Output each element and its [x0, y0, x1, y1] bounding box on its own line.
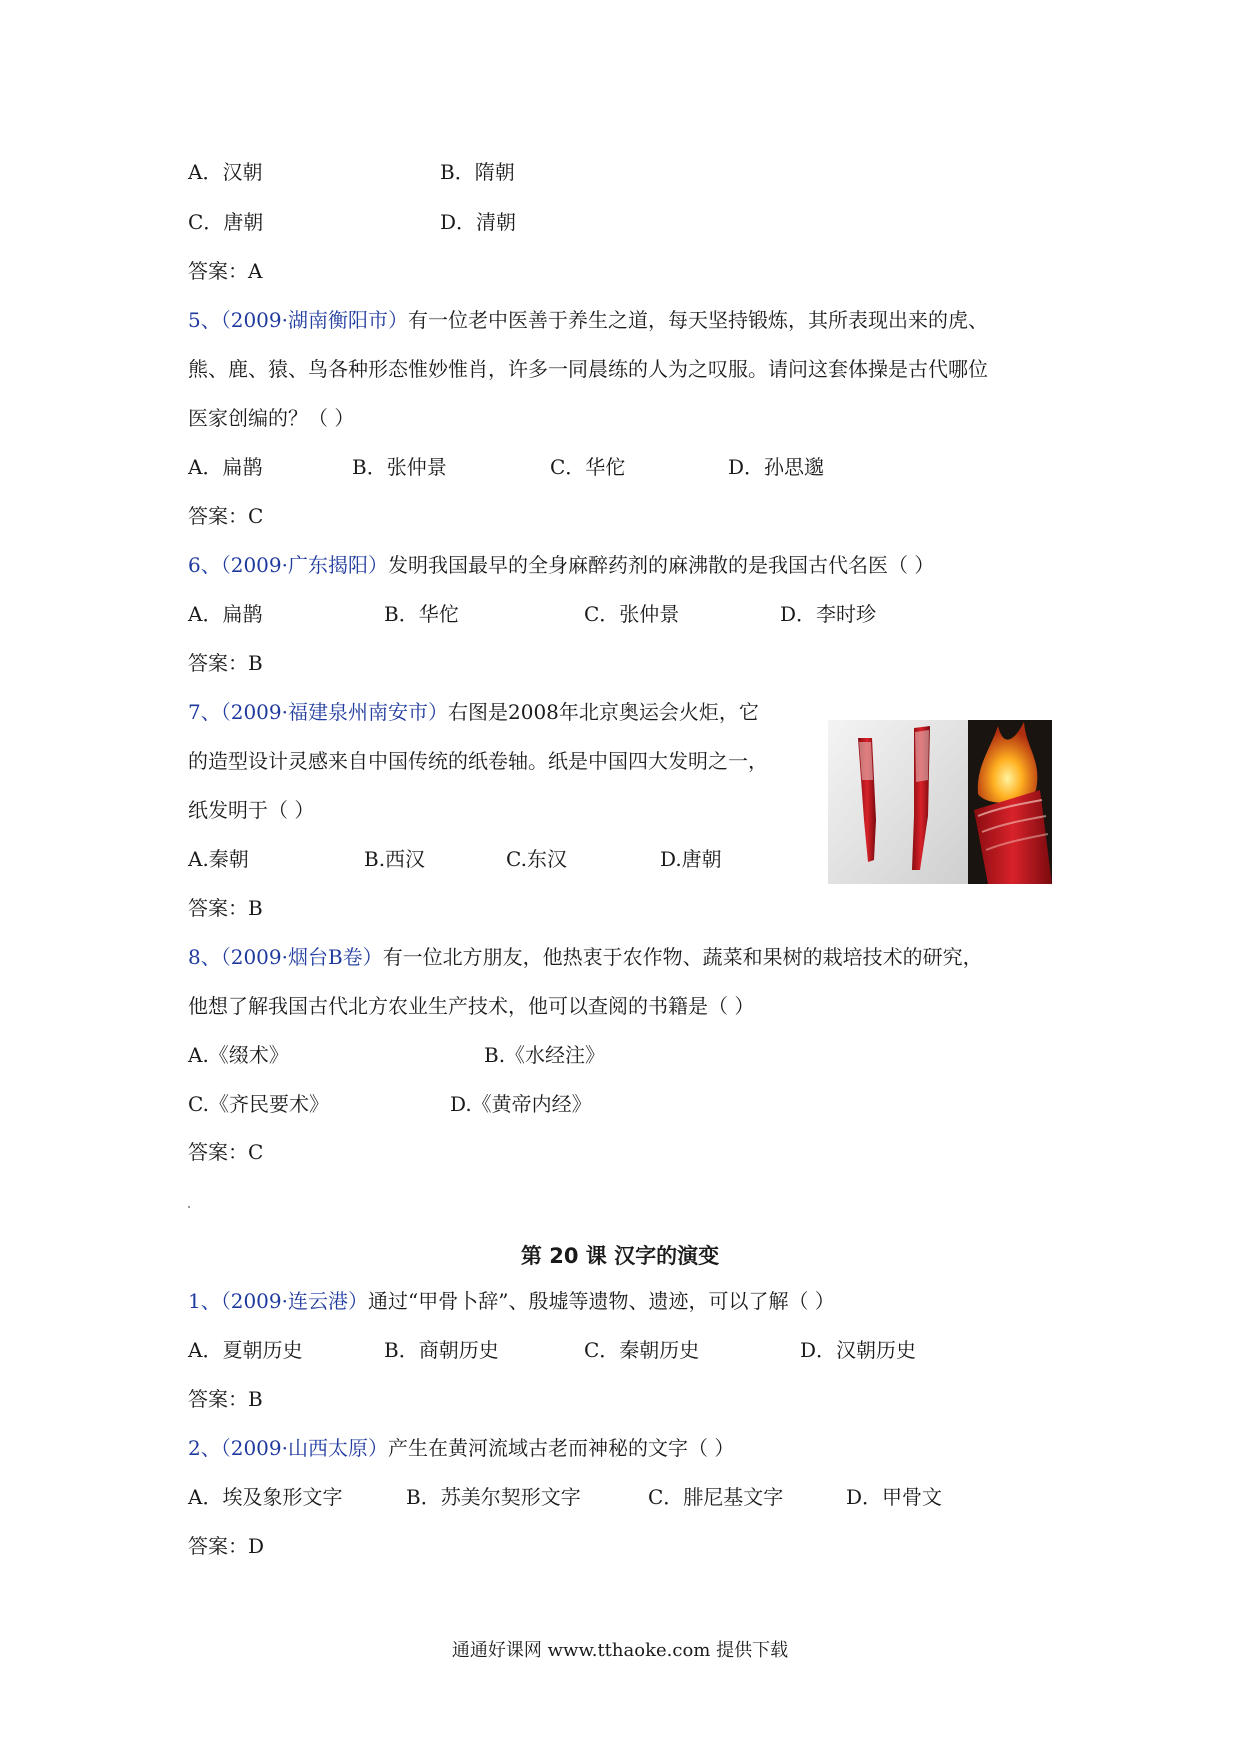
option-b: B．商朝历史 [384, 1338, 499, 1362]
option-d: D.《黄帝内经》 [450, 1092, 592, 1116]
option-b: B.《水经注》 [484, 1043, 606, 1067]
option-a: A.《缀术》 [188, 1043, 289, 1067]
option-d: D.唐朝 [660, 847, 722, 871]
question-text: 发明我国最早的全身麻醉药剂的麻沸散的是我国古代名医（ ） [388, 553, 935, 577]
option-c: C.《齐民要术》 [188, 1092, 329, 1116]
answer: 答案：B [188, 1387, 263, 1411]
option-c: C.东汉 [506, 847, 567, 871]
question-source: （2009·烟台B卷） [220, 945, 383, 969]
option-d: D．李时珍 [780, 602, 877, 626]
question-7-line-2: 的造型设计灵感来自中国传统的纸卷轴。纸是中国四大发明之一， [188, 749, 768, 773]
answer: 答案：B [188, 651, 263, 675]
option-a: A．扁鹊 [188, 602, 263, 626]
option-a: A．扁鹊 [188, 455, 263, 479]
option-d: D．清朝 [440, 210, 517, 234]
answer: 答案：A [188, 259, 263, 283]
question-6 [188, 553, 934, 577]
question-5 [188, 308, 988, 332]
question-number: 1、 [188, 1289, 221, 1313]
option-b: B．隋朝 [440, 160, 515, 184]
question-source: （2009·福建泉州南安市） [220, 700, 448, 724]
answer: 答案：C [188, 504, 264, 528]
stray-mark [188, 1206, 190, 1208]
olympic-torch-image [828, 720, 1052, 884]
answer: 答案：D [188, 1534, 265, 1558]
question-source: （2009·山西太原） [220, 1436, 388, 1460]
option-c: C．唐朝 [188, 210, 264, 234]
answer: 答案：B [188, 896, 263, 920]
option-a: A.秦朝 [188, 847, 249, 871]
lesson-question-2 [188, 1436, 734, 1460]
option-c: C．腓尼基文字 [648, 1485, 784, 1509]
option-b: B．张仲景 [352, 455, 447, 479]
question-text: 有一位北方朋友，他热衷于农作物、蔬菜和果树的栽培技术的研究， [382, 945, 983, 969]
question-5-line-2: 熊、鹿、猿、鸟各种形态惟妙惟肖，许多一同晨练的人为之叹服。请问这套体操是古代哪位 [188, 357, 988, 381]
question-7-line-3: 纸发明于（ ） [188, 798, 315, 822]
question-number: 5、 [188, 308, 221, 332]
option-c: C．秦朝历史 [584, 1338, 700, 1362]
question-source: （2009·连云港） [220, 1289, 368, 1313]
option-c: C．张仲景 [584, 602, 680, 626]
question-number: 2、 [188, 1436, 221, 1460]
question-number: 7、 [188, 700, 221, 724]
lesson-question-1 [188, 1289, 835, 1313]
option-d: D．汉朝历史 [800, 1338, 917, 1362]
option-a: A．汉朝 [188, 160, 263, 184]
question-source: （2009·广东揭阳） [220, 553, 388, 577]
option-d: D．甲骨文 [846, 1485, 943, 1509]
page-footer: 通通好课网 www.tthaoke.com 提供下载 [451, 1640, 789, 1661]
option-b: B．华佗 [384, 602, 459, 626]
question-text: 通过“甲骨卜辞”、殷墟等遗物、遗迹，可以了解（ ） [368, 1289, 835, 1313]
option-d: D．孙思邈 [728, 455, 825, 479]
question-text: 有一位老中医善于养生之道，每天坚持锻炼，其所表现出来的虎、 [408, 308, 988, 332]
option-a: A．埃及象形文字 [188, 1485, 343, 1509]
option-b: B.西汉 [364, 847, 426, 871]
question-source: （2009·湖南衡阳市） [220, 308, 408, 332]
question-8 [188, 945, 983, 969]
question-7 [188, 700, 759, 724]
question-8-line-2: 他想了解我国古代北方农业生产技术，他可以查阅的书籍是（ ） [188, 994, 755, 1018]
lesson-title: 第 20 课 汉字的演变 [520, 1244, 720, 1268]
question-text: 产生在黄河流域古老而神秘的文字（ ） [388, 1436, 735, 1460]
question-text: 右图是2008年北京奥运会火炬，它 [448, 700, 759, 724]
question-number: 6、 [188, 553, 221, 577]
question-5-line-3: 医家创编的？（ ） [188, 406, 355, 430]
answer: 答案：C [188, 1140, 264, 1164]
option-b: B．苏美尔契形文字 [406, 1485, 581, 1509]
option-a: A．夏朝历史 [188, 1338, 303, 1362]
question-number: 8、 [188, 945, 221, 969]
option-c: C．华佗 [550, 455, 626, 479]
